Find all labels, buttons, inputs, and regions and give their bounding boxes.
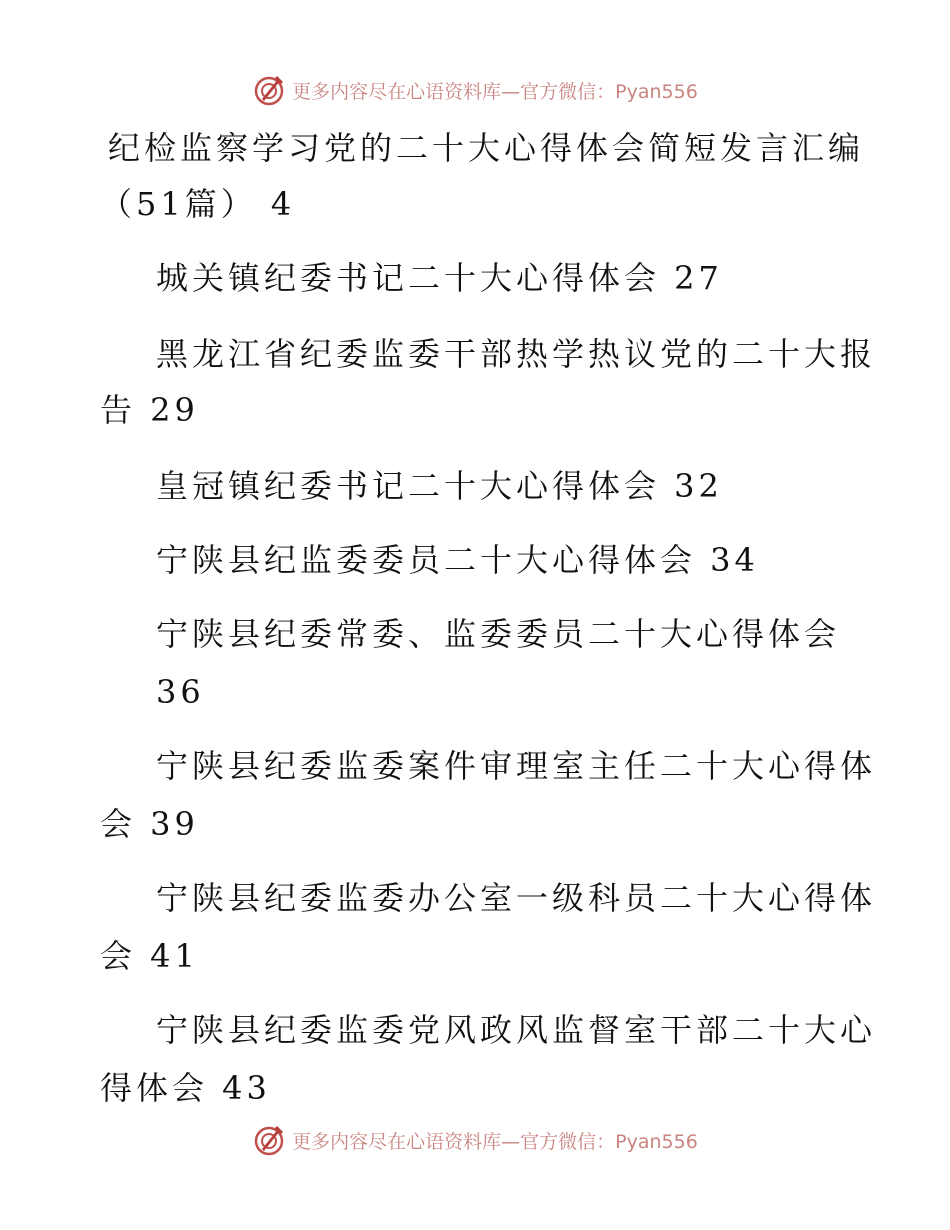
toc-entry-8-line-1: 宁陕县纪委监委办公室一级科员二十大心得体 [156,879,877,917]
watermark-text: 更多内容尽在心语资料库—官方微信：Pyan556 [292,80,698,103]
pen-logo-icon [252,73,286,107]
watermark-banner-top [0,70,950,110]
toc-entry-9-line-1: 宁陕县纪委监委党风政风监督室干部二十大心 [156,1011,877,1049]
toc-entry-9-line-2: 得体会 43 [100,1069,271,1107]
watermark-banner-bottom [0,1120,950,1160]
toc-entry-1-line-2: （51篇） 4 [100,185,296,223]
toc-entry-6-line-2: 36 [156,673,205,711]
toc-entry-8-line-2: 会 41 [100,937,199,975]
pen-logo-icon [252,1123,286,1157]
toc-entry-2: 城关镇纪委书记二十大心得体会 27 [156,259,723,297]
toc-entry-7-line-2: 会 39 [100,805,199,843]
toc-entry-3-line-1: 黑龙江省纪委监委干部热学热议党的二十大报 [156,335,877,373]
toc-entry-1-line-1: 纪检监察学习党的二十大心得体会简短发言汇编 [108,129,865,167]
toc-entry-3-line-2: 告 29 [100,391,199,429]
toc-entry-6-line-1: 宁陕县纪委常委、监委委员二十大心得体会 [156,615,841,653]
toc-entry-4: 皇冠镇纪委书记二十大心得体会 32 [156,467,723,505]
toc-entry-7-line-1: 宁陕县纪委监委案件审理室主任二十大心得体 [156,747,877,785]
toc-entry-5: 宁陕县纪监委委员二十大心得体会 34 [156,541,759,579]
watermark-text: 更多内容尽在心语资料库—官方微信：Pyan556 [292,1130,698,1153]
